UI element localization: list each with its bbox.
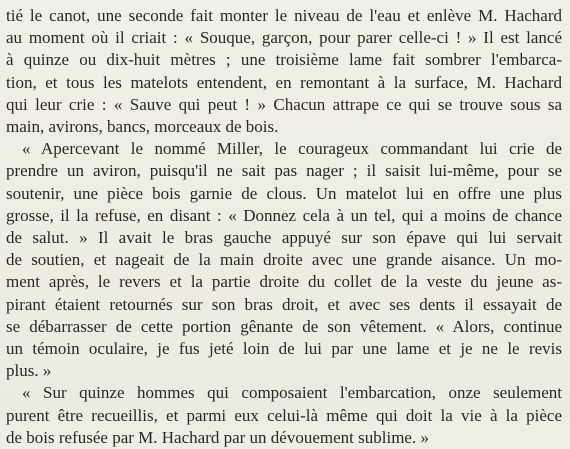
text-line: au moment où il criait : « Souque, garçon, pour parer celle-ci ! » Il est lancé	[6, 28, 562, 48]
text-line: de salut. » Il avait le bras gauche appuyé sur son épave qui lui servait	[6, 228, 562, 248]
text-line: pirant étaient retournés sur son bras droit, et avec ses dents il essayait de	[6, 294, 562, 314]
text-line: qui leur crie : « Sauve qui peut ! » Chacun attrape ce qui se trouve sous sa	[6, 94, 562, 114]
text-line: main, avirons, bancs, morceaux de bois.	[6, 117, 279, 137]
text-line: « Sur quinze hommes qui composaient l'embarcation, onze seulement	[22, 383, 562, 403]
page-text	[6, 5, 562, 449]
text-line: de soutien, et nageait de la main droite avec une grande aisance. Un mo-	[6, 250, 562, 270]
text-line: soutenir, une pièce bois garnie de clous. Un matelot lui en offre une plus	[6, 183, 562, 203]
text-line: tié le canot, une seconde fait monter le niveau de l'eau et enlève M. Hachard	[6, 6, 562, 25]
text-line: purent être recueillis, et parmi eux celui-là même qui doit la vie à la pièce	[6, 405, 562, 425]
text-line: ment après, le revers et la partie droite du collet de la veste du jeune as-	[6, 272, 562, 292]
text-line: « Apercevant le nommé Miller, le courageux commandant lui crie de	[22, 139, 562, 159]
text-line: à quinze ou dix-huit mètres ; une troisième lame fait sombrer l'embarca-	[6, 50, 562, 70]
text-line: grosse, il la refuse, en disant : « Donnez cela à un tel, qui a moins de chance	[6, 205, 562, 225]
text-line: plus. »	[6, 361, 52, 381]
text-line: un témoin oculaire, je fus jeté loin de lui par une lame et je ne le revis	[6, 339, 562, 359]
text-line: de bois refusée par M. Hachard par un dévouement sublime. »	[6, 427, 429, 447]
paragraph-1	[6, 5, 562, 138]
paragraph-3	[6, 382, 562, 449]
paragraph-2	[6, 138, 562, 382]
text-line: prendre un aviron, puisqu'il ne sait pas nager ; il saisit lui-même, pour se	[6, 161, 562, 181]
text-line: se débarrasser de cette portion gênante de son vêtement. « Alors, continue	[6, 316, 562, 336]
text-line: tion, et tous les matelots entendent, en remontant à la surface, M. Hachard	[6, 72, 562, 92]
